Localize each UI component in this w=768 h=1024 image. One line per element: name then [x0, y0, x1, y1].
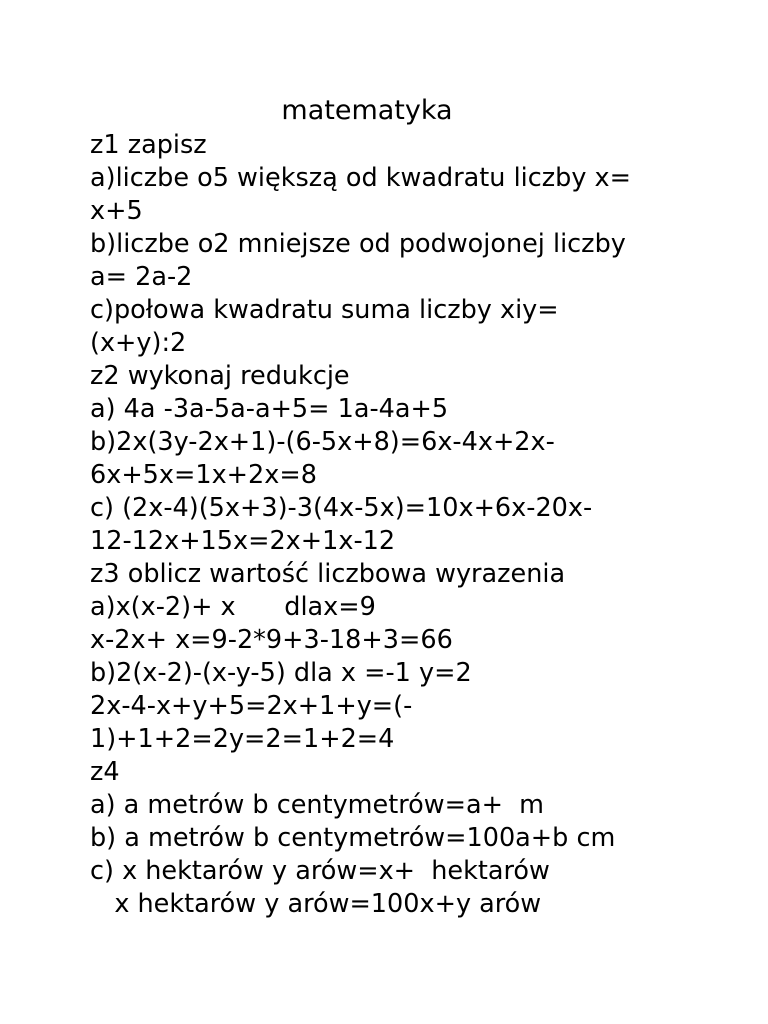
text-line: c) x hektarów y arów=x+ hektarów: [90, 856, 550, 886]
text-line: b)2x(3y-2x+1)-(6-5x+8)=6x-4x+2x-: [90, 427, 555, 457]
text-line: b)liczbe o2 mniejsze od podwojonej liczby: [90, 229, 626, 259]
text-line: 1)+1+2=2y=2=1+2=4: [90, 724, 395, 754]
text-line: z4: [90, 757, 120, 787]
text-line: x+5: [90, 196, 143, 226]
text-line: x hektarów y arów=100x+y arów: [90, 889, 542, 919]
text-line: c)połowa kwadratu suma liczby xiy=: [90, 295, 559, 325]
document-title: matematyka: [281, 95, 453, 126]
text-line: a= 2a-2: [90, 262, 193, 292]
text-line: c) (2x-4)(5x+3)-3(4x-5x)=10x+6x-20x-: [90, 493, 593, 523]
text-line: 12-12x+15x=2x+1x-12: [90, 526, 396, 556]
text-line: b) a metrów b centymetrów=100a+b cm: [90, 823, 616, 853]
document-body: [90, 129, 750, 921]
text-line: x-2x+ x=9-2*9+3-18+3=66: [90, 625, 453, 655]
text-line: a) a metrów b centymetrów=a+ m: [90, 790, 544, 820]
text-line: 2x-4-x+y+5=2x+1+y=(-: [90, 691, 413, 721]
text-line: 6x+5x=1x+2x=8: [90, 460, 317, 490]
text-line: a) 4a -3a-5a-a+5= 1a-4a+5: [90, 394, 449, 424]
text-line: a)liczbe o5 większą od kwadratu liczby x=: [90, 163, 631, 193]
text-line: b)2(x-2)-(x-y-5) dla x =-1 y=2: [90, 658, 472, 688]
text-line: z1 zapisz: [90, 130, 207, 160]
text-line: z2 wykonaj redukcje: [90, 361, 350, 391]
text-line: (x+y):2: [90, 328, 187, 358]
text-line: a)x(x-2)+ x dlax=9: [90, 592, 376, 622]
text-line: z3 oblicz wartość liczbowa wyrazenia: [90, 559, 566, 589]
